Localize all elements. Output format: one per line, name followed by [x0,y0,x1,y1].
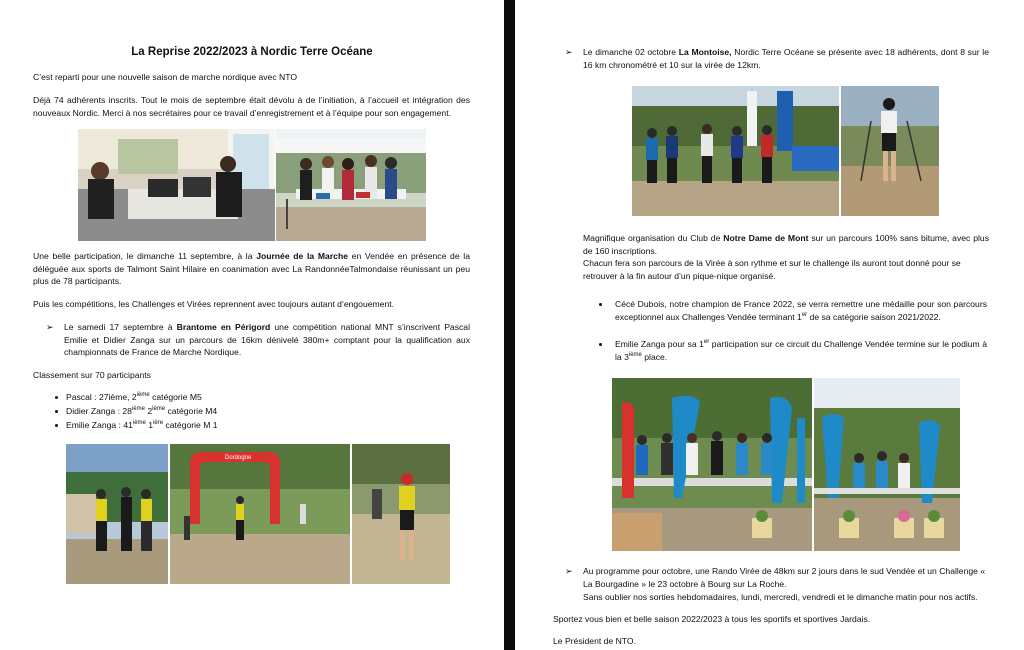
result-didier: Didier Zanga : 28ième 2ième catégorie M4 [66,406,218,416]
photo-podium-group [612,378,812,551]
photo-emilie-walking [352,444,450,584]
photo-montoise-runner [841,86,939,216]
photo-welcome-stand [276,129,426,241]
bullet-la-montoise: ➢ Le dimanche 02 octobre La Montoise, Nordic Terre Océane se présente avec 18 adhérents, dont 8 sur le 16 km chronométré et 10 sur la virée de 12km. [583,46,989,71]
bullet-dot [599,303,602,306]
page-title: La Reprise 2022/2023 à Nordic Terre Océane [131,46,373,58]
bullet-dot [55,396,58,399]
signature: Le Président de NTO. [553,636,636,646]
paragraph-adherents: Déjà 74 adhérents inscrits. Tout le mois de septembre était dévolu à de l’initiation, à l’accueil et intégration des nouveaux Nordic. Merci à nos secrétaires pour ce travail d’enregistrement et à l’équipe pour son engagement. [33,95,470,118]
bullet-emilie-zanga: Emilie Zanga pour sa 1er participation sur ce circuit du Challenge Vendée termine sur le podium à la 3ième place. [615,339,988,362]
bullet-programme: ➢ Au programme pour octobre, une Rando Virée de 48km sur 2 jours dans le sud Vendée et un Challenge « La Bourgadine » le 23 octobre à Bourg sur La Roche. [583,565,989,590]
paragraph-competitions: Puis les compétitions, les Challenges et Virées reprennent avec toujours autant d’engouement. [33,299,394,309]
classement-heading: Classement sur 70 participants [33,370,151,380]
paragraph-parcours: Chacun fera son parcours de la Virée à son rythme et sur le challenge ils auront tout donné pour se retrouver à la fin autour d’un pique-nique organisé. [583,258,961,281]
closing-text: Sportez vous bien et belle saison 2022/2023 à tous les sportifs et sportives Jardais. [553,614,871,624]
intro-text: C’est reparti pour une nouvelle saison de marche nordique avec NTO [33,72,298,82]
right-page [515,0,1024,650]
result-emilie: Emilie Zanga : 41ième $1^{ière}$ catégorie M 1 [66,420,218,430]
arch-text: Dordogne [225,455,252,461]
bullet-brantome: ➢ Le samedi 17 septembre à Brantome en Périgord une compétition national MNT s’inscrivent Pascal Emilie et Didier Zanga sur un parcours de 16km dénivelé 380m+ comptant pour la qualification aux championnats de France de Marche Nordique. [64,321,470,359]
bullet-dot [55,424,58,427]
photo-brantome-team [66,444,168,584]
paragraph-sorties: Sans oublier nos sorties hebdomadaires, lundi, mercredi, vendredi et le dimanche matin pour nos actifs. [583,592,978,602]
photo-finish-arch [170,444,350,584]
photo-podium-stage [814,378,960,551]
photo-montoise-start [632,86,839,216]
bullet-dot [599,343,602,346]
bullet-cece-dubois: Cécé Dubois, notre champion de France 2022, se verra remettre une médaille pour son parcours exceptionnel aux Challenges Vendée terminant 1er de sa catégorie saison 2021/2022. [615,299,987,322]
paragraph-organisation: Magnifique organisation du Club de Notre Dame de Mont sur un parcours 100% sans bitume, avec plus de 160 inscriptions. [583,233,990,256]
photo-secretaries-office [78,129,275,241]
bullet-dot [55,410,58,413]
left-page [0,0,504,650]
paragraph-journee-marche: Une belle participation, le dimanche 11 septembre, à la Journée de la Marche en Vendée en présence de la déléguée aux sports de Talmont Saint Hilaire en coanimation avec La RandonnéeTalmondaise réunissant un peu plus de 78 participants. [33,251,470,286]
page-divider [504,0,515,650]
result-pascal: Pascal : 27ième, 2ième catégorie M5 [66,392,202,402]
